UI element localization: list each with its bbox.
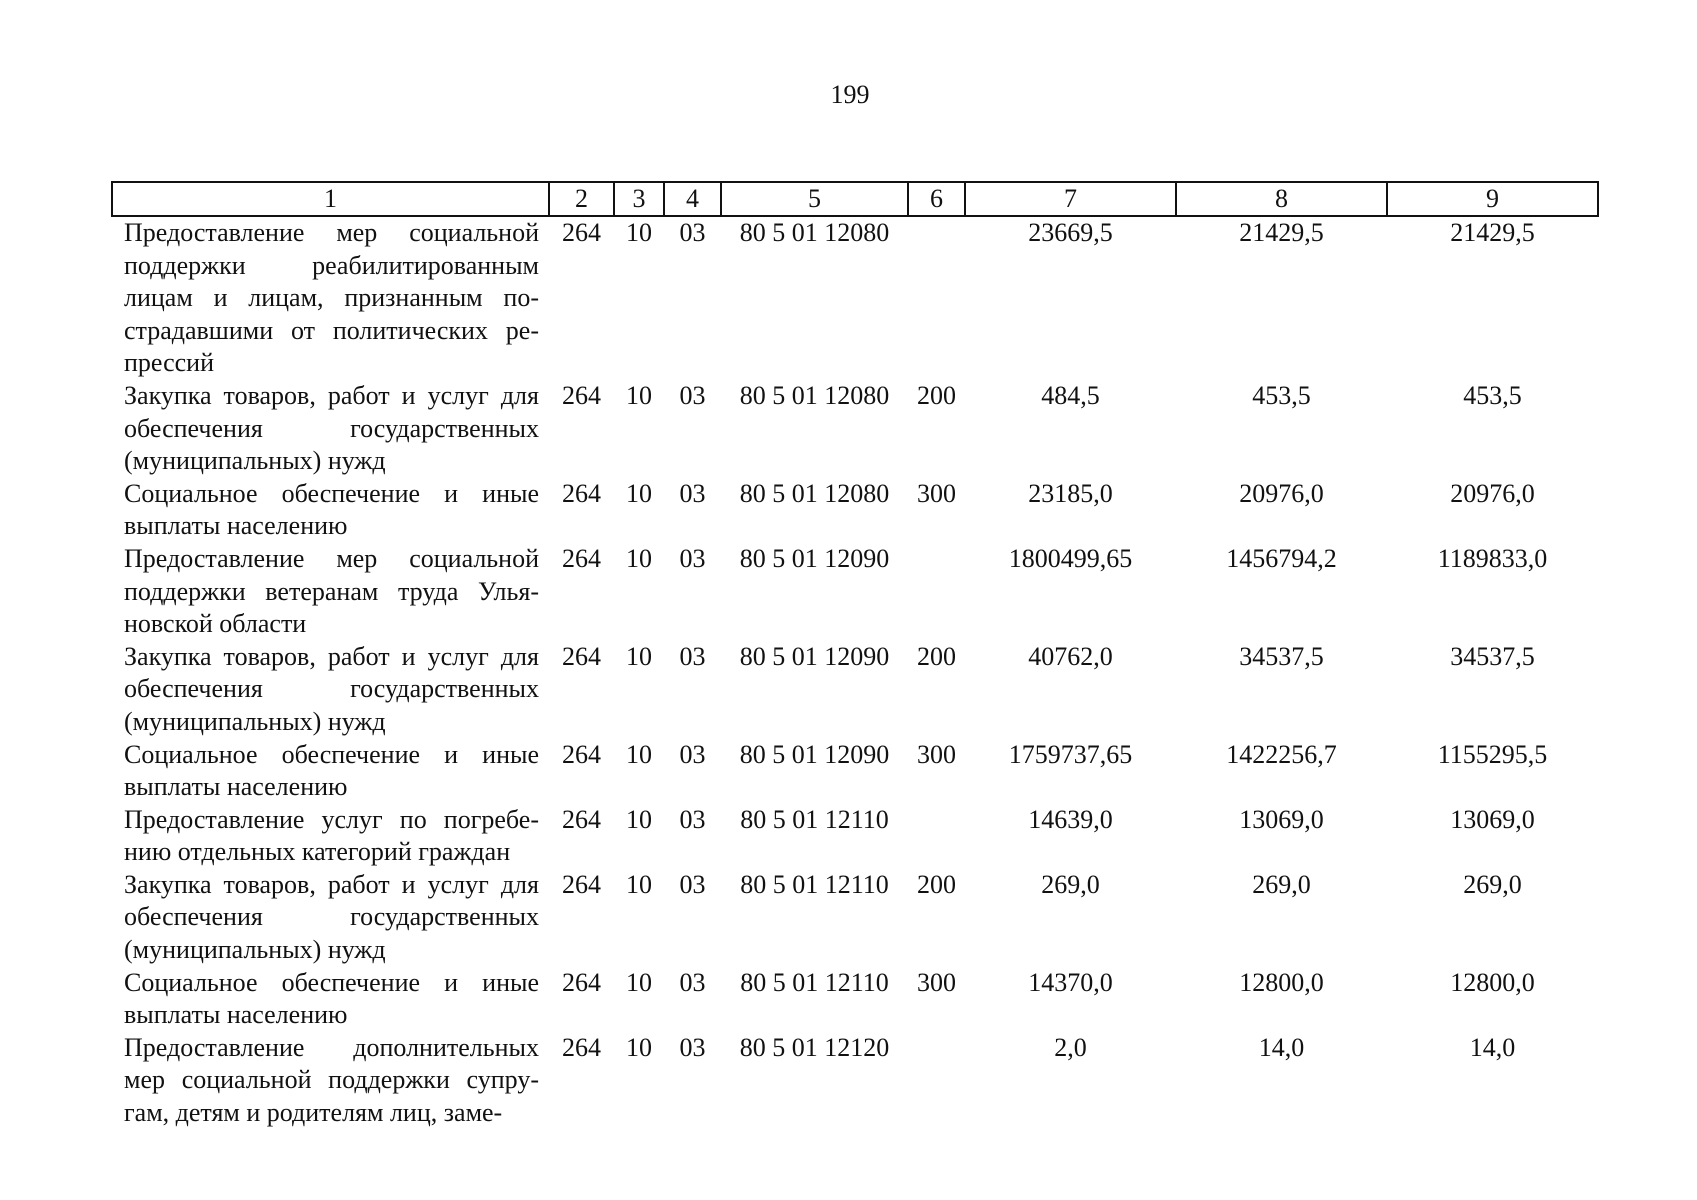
cell-col-7: 40762,0 (1028, 641, 1113, 671)
cell-col-6 (908, 1032, 965, 1130)
table-row (112, 739, 1598, 804)
cell-col-8: 34537,5 (1239, 641, 1324, 671)
header-col-8: 8 (1176, 182, 1387, 216)
cell-col-9: 21429,5 (1450, 218, 1535, 247)
budget-table (111, 181, 1599, 1130)
cell-col-9: 12800,0 (1450, 967, 1535, 997)
header-col-5: 5 (721, 182, 908, 216)
cell-col-4: 03 (679, 543, 706, 573)
cell-col-5: 80 5 01 12120 (739, 1032, 890, 1062)
cell-col-6: 300 (917, 967, 956, 997)
header-col-1: 1 (112, 182, 549, 216)
table-row (112, 641, 1598, 739)
cell-col-9: 20976,0 (1450, 478, 1535, 508)
cell-col-3: 10 (626, 967, 652, 997)
cell-col-7: 269,0 (1041, 869, 1100, 899)
cell-col-8: 20976,0 (1239, 478, 1324, 508)
table-row (112, 216, 1598, 380)
cell-col-7: 23185,0 (1028, 478, 1113, 508)
cell-col-9: 14,0 (1469, 1032, 1516, 1062)
table-row (112, 967, 1598, 1032)
cell-col-5: 80 5 01 12110 (740, 804, 889, 834)
cell-col-6: 200 (917, 641, 956, 671)
cell-col-8: 21429,5 (1239, 218, 1324, 247)
cell-col-7: 23669,5 (1028, 218, 1113, 247)
cell-col-3: 10 (626, 739, 652, 769)
cell-col-8: 12800,0 (1239, 967, 1324, 997)
table-body (112, 216, 1598, 1130)
cell-name: Социальное обеспечение и иные выплаты населению (124, 478, 539, 541)
cell-col-8: 1422256,7 (1226, 739, 1337, 769)
cell-col-4: 03 (679, 869, 706, 899)
cell-col-3: 10 (626, 218, 652, 247)
cell-col-9: 34537,5 (1450, 641, 1535, 671)
header-col-3: 3 (614, 182, 664, 216)
cell-col-3: 10 (626, 869, 652, 899)
cell-name: Предоставление дополнительных мер социальной поддержки супругам, детям и родителям лиц, заме- (124, 1032, 539, 1128)
cell-col-2: 264 (562, 869, 601, 899)
cell-col-7: 1800499,65 (1008, 543, 1133, 573)
cell-col-4: 03 (679, 739, 706, 769)
cell-col-3: 10 (626, 478, 652, 508)
cell-col-5: 80 5 01 12080 (739, 380, 890, 410)
table-row (112, 543, 1598, 641)
table-row (112, 478, 1598, 543)
header-col-7: 7 (965, 182, 1176, 216)
cell-col-7: 1759737,65 (1008, 739, 1133, 769)
cell-col-7: 14370,0 (1028, 967, 1113, 997)
cell-col-7: 14639,0 (1028, 804, 1113, 834)
cell-col-6: 200 (917, 869, 956, 899)
cell-col-3: 10 (626, 1032, 652, 1062)
cell-col-6 (908, 216, 965, 380)
cell-col-2: 264 (562, 967, 601, 997)
cell-name: Закупка товаров, работ и услуг для обеспечения государственных (муниципальных) нужд (124, 641, 539, 736)
cell-col-2: 264 (562, 641, 601, 671)
cell-col-5: 80 5 01 12080 (739, 478, 890, 508)
cell-name: Предоставление мер социальной поддержки реабилитированным лицам и лицам, признанным пострадавшими от политических репрессий (124, 218, 539, 378)
cell-col-3: 10 (626, 641, 652, 671)
cell-col-4: 03 (679, 804, 706, 834)
cell-col-6 (908, 804, 965, 869)
cell-col-6: 200 (917, 380, 956, 410)
cell-name: Социальное обеспечение и иные выплаты населению (124, 739, 539, 802)
cell-col-7: 2,0 (1054, 1032, 1087, 1062)
cell-name: Предоставление услуг по погребению отдельных категорий граждан (124, 804, 539, 867)
table-row (112, 804, 1598, 869)
header-col-2: 2 (549, 182, 614, 216)
cell-col-5: 80 5 01 12090 (739, 543, 890, 573)
table-row (112, 869, 1598, 967)
cell-col-9: 1189833,0 (1437, 543, 1548, 573)
cell-col-9: 453,5 (1463, 380, 1522, 410)
cell-col-5: 80 5 01 12080 (739, 218, 890, 247)
cell-col-2: 264 (562, 478, 601, 508)
cell-col-8: 1456794,2 (1226, 543, 1337, 573)
cell-name: Закупка товаров, работ и услуг для обеспечения государственных (муниципальных) нужд (124, 869, 539, 965)
header-col-9: 9 (1387, 182, 1598, 216)
cell-col-3: 10 (626, 804, 652, 834)
cell-col-5: 80 5 01 12090 (739, 739, 890, 769)
cell-col-8: 269,0 (1252, 869, 1311, 899)
cell-col-6 (908, 543, 965, 641)
header-col-4: 4 (664, 182, 721, 216)
cell-col-4: 03 (679, 641, 706, 671)
cell-col-5: 80 5 01 12090 (739, 641, 890, 671)
cell-name: Закупка товаров, работ и услуг для обеспечения государственных (муниципальных) нужд (124, 380, 539, 476)
cell-col-4: 03 (679, 967, 706, 997)
table-row (112, 1032, 1598, 1130)
cell-col-2: 264 (562, 218, 601, 247)
cell-col-8: 13069,0 (1239, 804, 1324, 834)
cell-col-7: 484,5 (1041, 380, 1100, 410)
cell-col-6: 300 (917, 739, 956, 769)
cell-col-9: 13069,0 (1450, 804, 1535, 834)
cell-name: Предоставление мер социальной поддержки ветеранам труда Ульяновской области (124, 543, 539, 639)
cell-col-3: 10 (626, 543, 652, 573)
cell-col-4: 03 (679, 1032, 706, 1062)
cell-col-2: 264 (562, 739, 601, 769)
cell-col-9: 1155295,5 (1437, 739, 1548, 769)
cell-col-4: 03 (679, 478, 706, 508)
cell-col-9: 269,0 (1463, 869, 1522, 899)
cell-col-2: 264 (562, 1032, 601, 1062)
cell-col-8: 453,5 (1252, 380, 1311, 410)
table-row (112, 380, 1598, 478)
cell-col-2: 264 (562, 543, 601, 573)
cell-name: Социальное обеспечение и иные выплаты населению (124, 967, 539, 1030)
cell-col-2: 264 (562, 380, 601, 410)
page-number: 199 (830, 80, 870, 109)
cell-col-2: 264 (562, 804, 601, 834)
cell-col-5: 80 5 01 12110 (740, 967, 889, 997)
cell-col-4: 03 (679, 218, 706, 247)
header-col-6: 6 (908, 182, 965, 216)
cell-col-5: 80 5 01 12110 (740, 869, 889, 899)
cell-col-6: 300 (917, 478, 956, 508)
cell-col-3: 10 (626, 380, 652, 410)
header-row (112, 182, 1598, 216)
cell-col-8: 14,0 (1258, 1032, 1305, 1062)
cell-col-4: 03 (679, 380, 706, 410)
